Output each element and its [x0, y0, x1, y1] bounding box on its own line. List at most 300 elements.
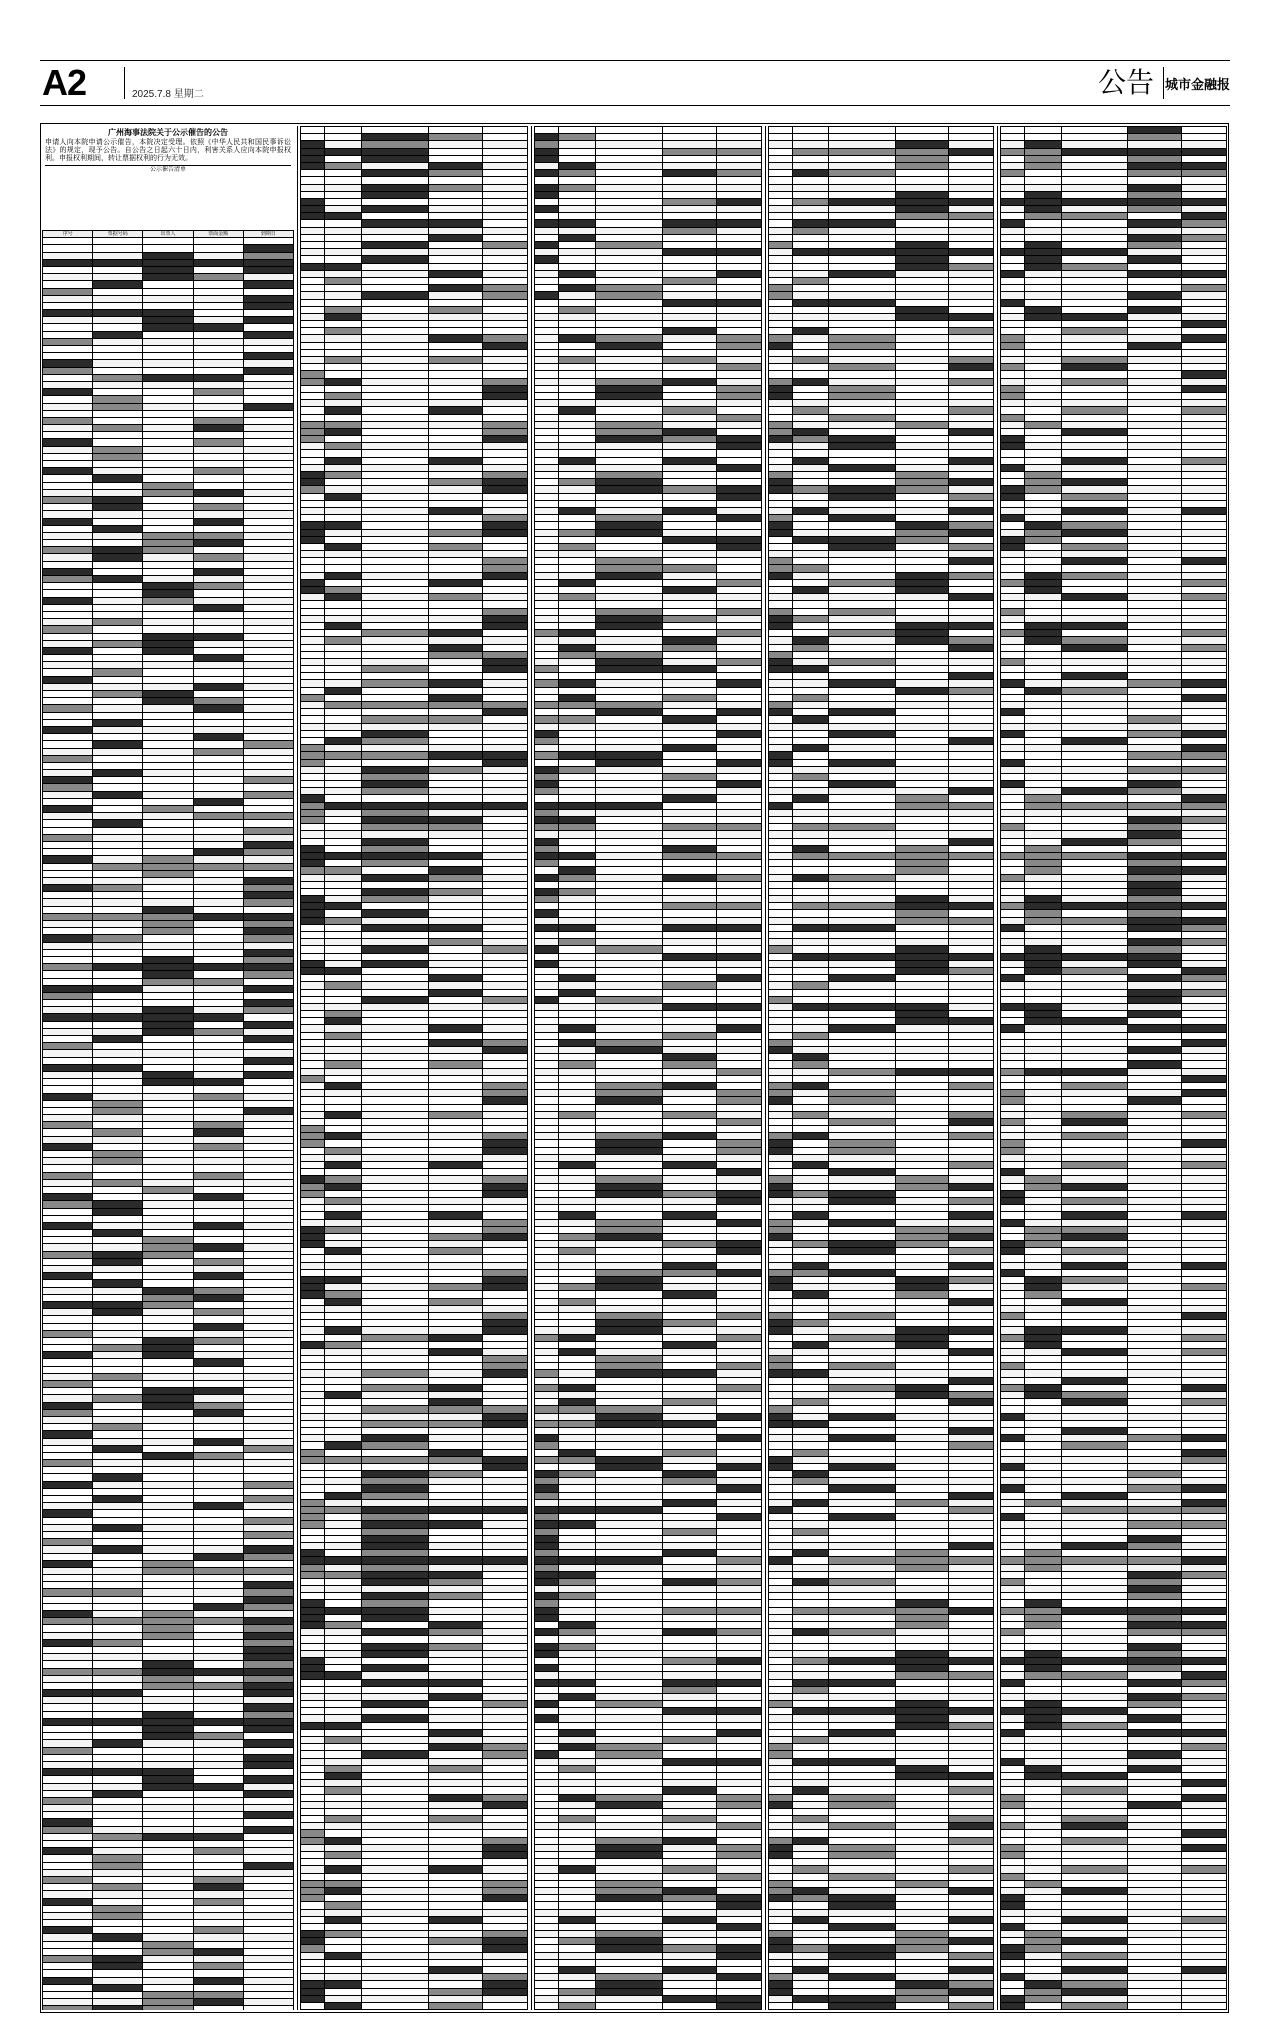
- table-row: [43, 1107, 294, 1114]
- table-cell: [428, 1988, 482, 1995]
- table-cell: [193, 655, 243, 662]
- table-cell: [301, 781, 325, 788]
- table-cell: [428, 759, 482, 766]
- table-cell: [193, 1381, 243, 1388]
- table-cell: [595, 134, 662, 141]
- table-row: [301, 1097, 528, 1104]
- table-cell: [243, 1208, 293, 1215]
- table-cell: [559, 1219, 596, 1226]
- table-cell: [193, 1424, 243, 1431]
- table-cell: [595, 579, 662, 586]
- table-cell: [243, 568, 293, 575]
- table-row: [301, 1377, 528, 1384]
- table-cell: [243, 1531, 293, 1538]
- table-cell: [301, 220, 325, 227]
- table-cell: [482, 1499, 527, 1506]
- table-cell: [325, 400, 362, 407]
- table-cell: [716, 191, 761, 198]
- table-cell: [716, 1729, 761, 1736]
- table-cell: [193, 1539, 243, 1546]
- table-cell: [325, 1808, 362, 1815]
- table-cell: [243, 777, 293, 784]
- table-cell: [662, 594, 716, 601]
- table-row: [43, 1373, 294, 1380]
- table-row: [301, 1514, 528, 1521]
- table-cell: [193, 1021, 243, 1028]
- table-cell: [716, 615, 761, 622]
- table-row: [535, 1938, 762, 1945]
- table-row: [43, 992, 294, 999]
- table-cell: [193, 1675, 243, 1682]
- table-cell: [193, 1869, 243, 1876]
- table-cell: [325, 1665, 362, 1672]
- table-row: [301, 838, 528, 845]
- table-cell: [361, 1837, 428, 1844]
- table-cell: [595, 975, 662, 982]
- table-cell: [595, 960, 662, 967]
- table-cell: [143, 1201, 193, 1208]
- table-cell: [43, 1258, 93, 1265]
- table-cell: [595, 1923, 662, 1930]
- table-row: [43, 1697, 294, 1704]
- table-cell: [428, 1370, 482, 1377]
- table-cell: [325, 392, 362, 399]
- table-cell: [482, 1356, 527, 1363]
- table-cell: [595, 1521, 662, 1528]
- table-cell: [43, 1496, 93, 1503]
- table-cell: [43, 1977, 93, 1984]
- table-cell: [595, 953, 662, 960]
- table-row: [535, 285, 762, 292]
- table-cell: [193, 1409, 243, 1416]
- table-cell: [595, 802, 662, 809]
- table-cell: [93, 921, 143, 928]
- table-cell: [325, 1844, 362, 1851]
- table-cell: [193, 1093, 243, 1100]
- table-cell: [559, 788, 596, 795]
- table-cell: [559, 1255, 596, 1262]
- table-cell: [93, 956, 143, 963]
- table-cell: [243, 1524, 293, 1531]
- table-cell: [535, 1205, 559, 1212]
- table-cell: [93, 1230, 143, 1237]
- table-cell: [93, 381, 143, 388]
- table-cell: [243, 1366, 293, 1373]
- table-cell: [43, 1330, 93, 1337]
- table-row: [301, 881, 528, 888]
- table-cell: [143, 1941, 193, 1948]
- table-cell: [428, 1140, 482, 1147]
- table-cell: [301, 1578, 325, 1585]
- table-cell: [243, 921, 293, 928]
- table-cell: [193, 1884, 243, 1891]
- table-cell: [662, 975, 716, 982]
- table-cell: [559, 1737, 596, 1744]
- table-row: [43, 331, 294, 338]
- table-cell: [482, 1967, 527, 1974]
- table-cell: [193, 403, 243, 410]
- table-cell: [301, 536, 325, 543]
- table-cell: [243, 626, 293, 633]
- table-cell: [43, 1287, 93, 1294]
- table-cell: [361, 1427, 428, 1434]
- table-cell: [361, 486, 428, 493]
- table-cell: [662, 227, 716, 234]
- table-cell: [595, 1277, 662, 1284]
- table-row: [535, 1205, 762, 1212]
- table-cell: [482, 1090, 527, 1097]
- table-cell: [43, 1970, 93, 1977]
- table-cell: [559, 1126, 596, 1133]
- table-cell: [559, 234, 596, 241]
- table-row: [43, 1891, 294, 1898]
- table-row: [301, 1090, 528, 1097]
- table-cell: [482, 515, 527, 522]
- table-cell: [535, 1902, 559, 1909]
- table-cell: [595, 817, 662, 824]
- table-cell: [93, 568, 143, 575]
- table-cell: [93, 1539, 143, 1546]
- table-cell: [428, 1542, 482, 1549]
- table-row: [43, 827, 294, 834]
- table-row: [43, 1503, 294, 1510]
- table-cell: [535, 1478, 559, 1485]
- table-cell: [193, 1912, 243, 1919]
- table-cell: [361, 213, 428, 220]
- table-cell: [482, 1140, 527, 1147]
- table-cell: [662, 917, 716, 924]
- table-cell: [716, 141, 761, 148]
- table-cell: [716, 206, 761, 213]
- table-cell: [716, 932, 761, 939]
- table-cell: [93, 691, 143, 698]
- table-cell: [428, 1715, 482, 1722]
- table-cell: [43, 1208, 93, 1215]
- table-cell: [361, 644, 428, 651]
- table-cell: [482, 773, 527, 780]
- table-cell: [43, 1517, 93, 1524]
- table-cell: [535, 342, 559, 349]
- table-row: [301, 162, 528, 169]
- table-row: [535, 1190, 762, 1197]
- table-cell: [93, 1790, 143, 1797]
- table-cell: [482, 737, 527, 744]
- table-cell: [43, 1546, 93, 1553]
- table-row: [43, 453, 294, 460]
- table-row: [301, 924, 528, 931]
- table-cell: [428, 1298, 482, 1305]
- table-cell: [325, 1356, 362, 1363]
- table-cell: [325, 1485, 362, 1492]
- table-row: [535, 529, 762, 536]
- table-cell: [301, 500, 325, 507]
- table-row: [301, 1952, 528, 1959]
- table-row: [43, 425, 294, 432]
- table-cell: [243, 1230, 293, 1237]
- table-cell: [662, 1492, 716, 1499]
- table-cell: [93, 1438, 143, 1445]
- table-cell: [428, 378, 482, 385]
- table-cell: [482, 579, 527, 586]
- table-cell: [535, 385, 559, 392]
- table-cell: [301, 1485, 325, 1492]
- table-cell: [143, 978, 193, 985]
- table-cell: [535, 1859, 559, 1866]
- table-row: [43, 734, 294, 741]
- table-row: [301, 127, 528, 134]
- table-cell: [93, 1646, 143, 1653]
- table-cell: [43, 1395, 93, 1402]
- table-cell: [559, 1507, 596, 1514]
- table-cell: [595, 1190, 662, 1197]
- table-cell: [243, 1474, 293, 1481]
- table-cell: [595, 1327, 662, 1334]
- table-cell: [301, 464, 325, 471]
- table-cell: [559, 1701, 596, 1708]
- table-cell: [716, 1693, 761, 1700]
- table-cell: [482, 1492, 527, 1499]
- table-cell: [535, 1880, 559, 1887]
- table-cell: [243, 1970, 293, 1977]
- table-cell: [662, 1233, 716, 1240]
- table-cell: [325, 594, 362, 601]
- table-cell: [193, 259, 243, 266]
- notice-column-3: [534, 126, 762, 2010]
- table-cell: [243, 1747, 293, 1754]
- table-row: [535, 932, 762, 939]
- table-cell: [716, 594, 761, 601]
- table-cell: [482, 1729, 527, 1736]
- table-cell: [428, 788, 482, 795]
- table-cell: [325, 788, 362, 795]
- table-row: [535, 666, 762, 673]
- table-cell: [325, 1887, 362, 1894]
- table-row: [43, 381, 294, 388]
- table-row: [301, 1399, 528, 1406]
- table-cell: [535, 206, 559, 213]
- table-cell: [595, 1075, 662, 1082]
- table-cell: [325, 615, 362, 622]
- table-cell: [482, 1578, 527, 1585]
- table-cell: [193, 1797, 243, 1804]
- table-cell: [93, 1301, 143, 1308]
- table-cell: [361, 1154, 428, 1161]
- table-cell: [559, 213, 596, 220]
- table-cell: [482, 709, 527, 716]
- table-cell: [482, 1075, 527, 1082]
- table-row: [301, 1672, 528, 1679]
- table-cell: [482, 1147, 527, 1154]
- table-cell: [325, 1650, 362, 1657]
- table-cell: [325, 608, 362, 615]
- table-cell: [193, 1043, 243, 1050]
- table-cell: [325, 162, 362, 169]
- table-cell: [428, 1427, 482, 1434]
- table-cell: [93, 1560, 143, 1567]
- table-cell: [559, 982, 596, 989]
- table-cell: [325, 1162, 362, 1169]
- table-cell: [93, 374, 143, 381]
- table-cell: [143, 1826, 193, 1833]
- table-cell: [361, 845, 428, 852]
- table-cell: [325, 723, 362, 730]
- table-row: [301, 1341, 528, 1348]
- table-cell: [482, 673, 527, 680]
- table-cell: [301, 436, 325, 443]
- table-row: [43, 374, 294, 381]
- table-cell: [559, 1248, 596, 1255]
- table-cell: [43, 1934, 93, 1941]
- table-cell: [93, 1345, 143, 1352]
- table-cell: [482, 888, 527, 895]
- table-cell: [301, 630, 325, 637]
- table-cell: [559, 651, 596, 658]
- table-cell: [43, 1956, 93, 1963]
- table-cell: [428, 407, 482, 414]
- table-cell: [535, 1348, 559, 1355]
- table-cell: [93, 1266, 143, 1273]
- table-cell: [361, 766, 428, 773]
- table-cell: [535, 1298, 559, 1305]
- table-row: [301, 335, 528, 342]
- table-cell: [428, 479, 482, 486]
- table-cell: [325, 1054, 362, 1061]
- table-cell: [595, 127, 662, 134]
- table-row: [43, 532, 294, 539]
- table-cell: [662, 364, 716, 371]
- table-cell: [662, 335, 716, 342]
- table-cell: [482, 608, 527, 615]
- table-cell: [595, 730, 662, 737]
- table-cell: [428, 1514, 482, 1521]
- table-cell: [428, 1305, 482, 1312]
- table-cell: [43, 712, 93, 719]
- table-cell: [301, 867, 325, 874]
- table-row: [535, 1025, 762, 1032]
- table-row: [301, 1147, 528, 1154]
- table-cell: [482, 313, 527, 320]
- table-cell: [93, 655, 143, 662]
- table-cell: [482, 357, 527, 364]
- table-cell: [243, 1258, 293, 1265]
- table-cell: [482, 1751, 527, 1758]
- table-cell: [243, 906, 293, 913]
- table-cell: [482, 752, 527, 759]
- table-cell: [595, 335, 662, 342]
- table-cell: [361, 1190, 428, 1197]
- table-cell: [193, 1654, 243, 1661]
- table-cell: [93, 734, 143, 741]
- table-cell: [716, 1140, 761, 1147]
- table-cell: [43, 1244, 93, 1251]
- table-cell: [595, 680, 662, 687]
- table-cell: [93, 1970, 143, 1977]
- table-cell: [243, 518, 293, 525]
- table-row: [301, 1995, 528, 2002]
- table-row: [535, 1873, 762, 1880]
- table-cell: [193, 1201, 243, 1208]
- table-cell: [193, 798, 243, 805]
- table-row: [43, 971, 294, 978]
- table-cell: [716, 162, 761, 169]
- table-row: [301, 357, 528, 364]
- table-cell: [143, 1043, 193, 1050]
- table-cell: [361, 1348, 428, 1355]
- table-cell: [482, 874, 527, 881]
- table-cell: [662, 436, 716, 443]
- table-cell: [361, 1586, 428, 1593]
- table-cell: [716, 486, 761, 493]
- table-cell: [535, 781, 559, 788]
- table-cell: [595, 1384, 662, 1391]
- table-cell: [595, 1830, 662, 1837]
- table-cell: [243, 1833, 293, 1840]
- table-cell: [325, 1629, 362, 1636]
- table-cell: [301, 148, 325, 155]
- table-cell: [482, 1542, 527, 1549]
- table-cell: [595, 1787, 662, 1794]
- table-cell: [143, 626, 193, 633]
- table-cell: [361, 1226, 428, 1233]
- table-cell: [428, 543, 482, 550]
- table-cell: [193, 813, 243, 820]
- table-cell: [662, 795, 716, 802]
- table-cell: [595, 306, 662, 313]
- table-cell: [143, 1481, 193, 1488]
- table-cell: [662, 1794, 716, 1801]
- table-cell: [595, 551, 662, 558]
- table-cell: [143, 971, 193, 978]
- table-cell: [559, 220, 596, 227]
- table-row: [535, 1801, 762, 1808]
- table-cell: [559, 1241, 596, 1248]
- table-cell: [595, 436, 662, 443]
- table-row: [43, 669, 294, 676]
- table-cell: [93, 806, 143, 813]
- table-cell: [535, 328, 559, 335]
- table-row: [535, 1435, 762, 1442]
- table-cell: [361, 1068, 428, 1075]
- table-cell: [325, 1916, 362, 1923]
- table-cell: [716, 1593, 761, 1600]
- table-cell: [301, 666, 325, 673]
- table-cell: [595, 227, 662, 234]
- table-row: [301, 759, 528, 766]
- table-row: [43, 1230, 294, 1237]
- table-cell: [325, 939, 362, 946]
- table-cell: [325, 536, 362, 543]
- table-row: [535, 1255, 762, 1262]
- table-cell: [43, 266, 93, 273]
- table-cell: [482, 1816, 527, 1823]
- table-cell: [595, 1471, 662, 1478]
- table-cell: [482, 493, 527, 500]
- table-cell: [662, 1190, 716, 1197]
- table-cell: [243, 1201, 293, 1208]
- table-cell: [595, 1686, 662, 1693]
- table-cell: [243, 1661, 293, 1668]
- table-cell: [595, 220, 662, 227]
- table-cell: [243, 1086, 293, 1093]
- table-cell: [535, 1320, 559, 1327]
- table-cell: [361, 1607, 428, 1614]
- table-cell: [428, 1622, 482, 1629]
- table-row: [301, 1693, 528, 1700]
- table-row: [535, 1859, 762, 1866]
- table-cell: [325, 1672, 362, 1679]
- table-cell: [93, 1912, 143, 1919]
- table-cell: [716, 342, 761, 349]
